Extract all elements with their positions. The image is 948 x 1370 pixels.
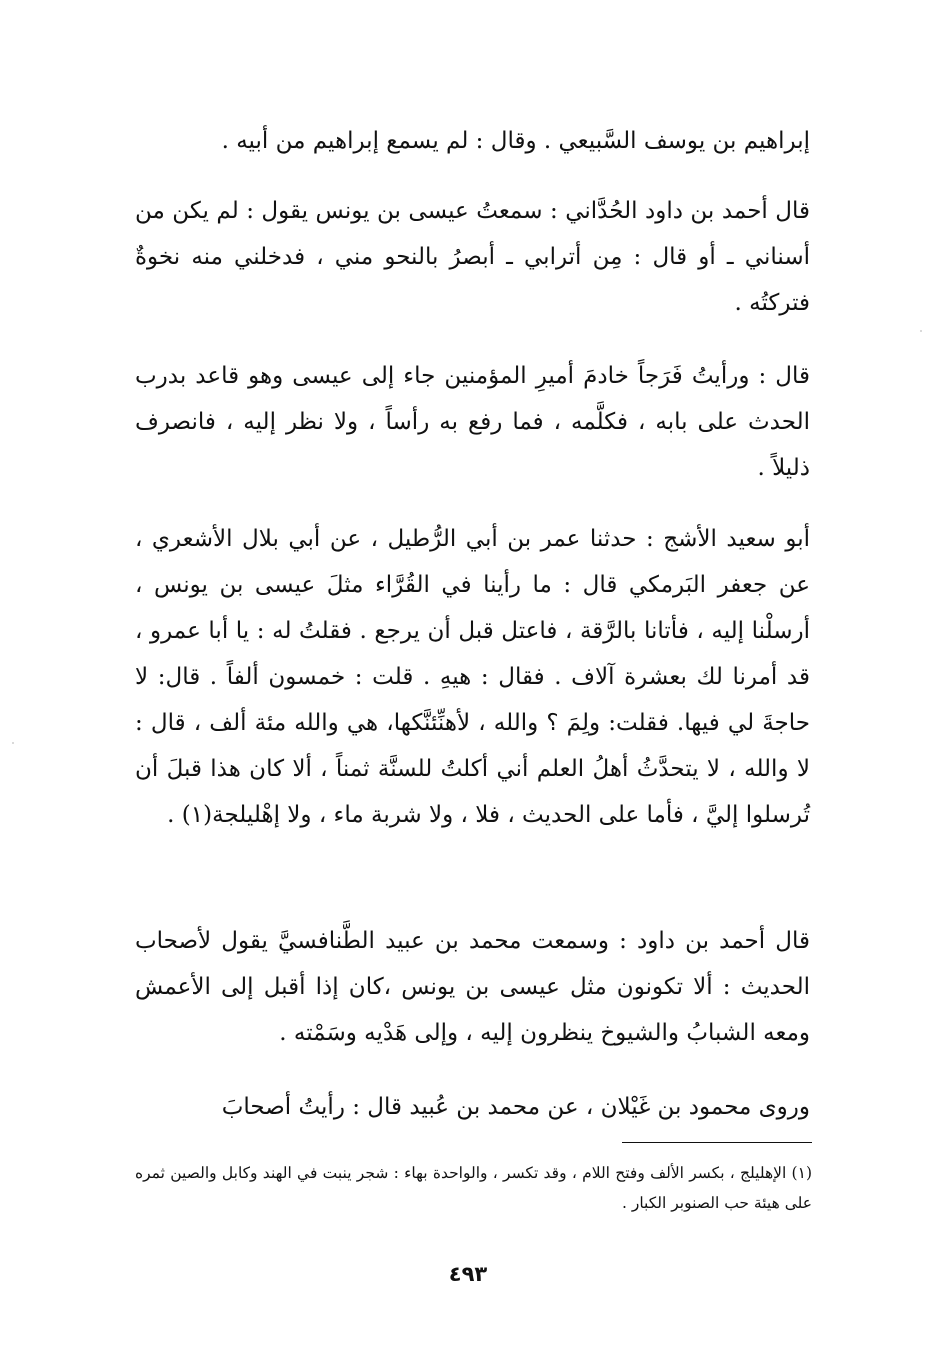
scan-speck [12, 742, 14, 744]
paragraph-3: قال : ورأيتُ فَرَجاً خادمَ أميرِ المؤمنين جاء إلى عيسى وهو قاعد بدرب الحدث على بابه ، فكلَّمه ، فما رفع به رأساً ، ولا نظر إليه ، فانصرف ذليلاً . [135, 363, 810, 481]
footnote-separator [622, 1142, 812, 1143]
footnote: (١) الإهليلج ، بكسر الألف وفتح اللام ، وقد تكسر ، والواحدة بهاء : شجر ينبت في الهند وكابل والصين ثمره على هيئة حب الصنوبر الكبار . [135, 1164, 812, 1212]
paragraph-1: إبراهيم بن يوسف السَّبيعي . وقال : لم يسمع إبراهيم من أبيه . [221, 128, 810, 154]
paragraph-6: وروى محمود بن غَيْلان ، عن محمد بن عُبيد قال : رأيتُ أصحابَ [221, 1094, 810, 1120]
page-number: ٤٩٣ [448, 1262, 488, 1286]
scan-speck [920, 330, 922, 332]
paragraph-5: قال أحمد بن داود : وسمعت محمد بن عبيد الطَّنافسيَّ يقول لأصحاب الحديث : ألا تكونون مثل عيسى بن يونس ،كان إذا أقبل إلى الأعمش ومعه الشبابُ والشيوخ ينظرون إليه ، وإلى هَدْيه وسَمْته . [135, 928, 810, 1046]
paragraph-4: أبو سعيد الأشج : حدثنا عمر بن أبي الرُّطيل ، عن أبي بلال الأشعري ، عن جعفر البَرمكي قال : ما رأينا في القُرَّاء مثلَ عيسى بن يونس ، أرسلْنا إليه ، فأتانا بالرَّقة ، فاعتل قبل أن يرجع . فقلتُ له : يا أبا عمرو ، قد أمرنا لك بعشرة آلاف . فقال : هيهِ . قلت : خمسون ألفاً . قال: لا حاجةَ لي فيها. فقلت: ولِمَ ؟ والله ، لأهنِّئنَّكها، هي والله مئة ألف ، قال : لا والله ، لا يتحدَّثُ أهلُ العلم أني أكلتُ للسنَّة ثمناً ، ألا كان هذا قبلَ أن تُرسلوا إليَّ ، فأما على الحديث ، فلا ، ولا شربة ماء ، ولا إهْليلجة(١) . [135, 526, 810, 828]
paragraph-2: قال أحمد بن داود الحُدَّاني : سمعتُ عيسى بن يونس يقول : لم يكن من أسناني ـ أو قال : مِن أترابي ـ أبصرُ بالنحو مني ، فدخلني منه نخوةٌ فتركتُه . [135, 198, 810, 316]
